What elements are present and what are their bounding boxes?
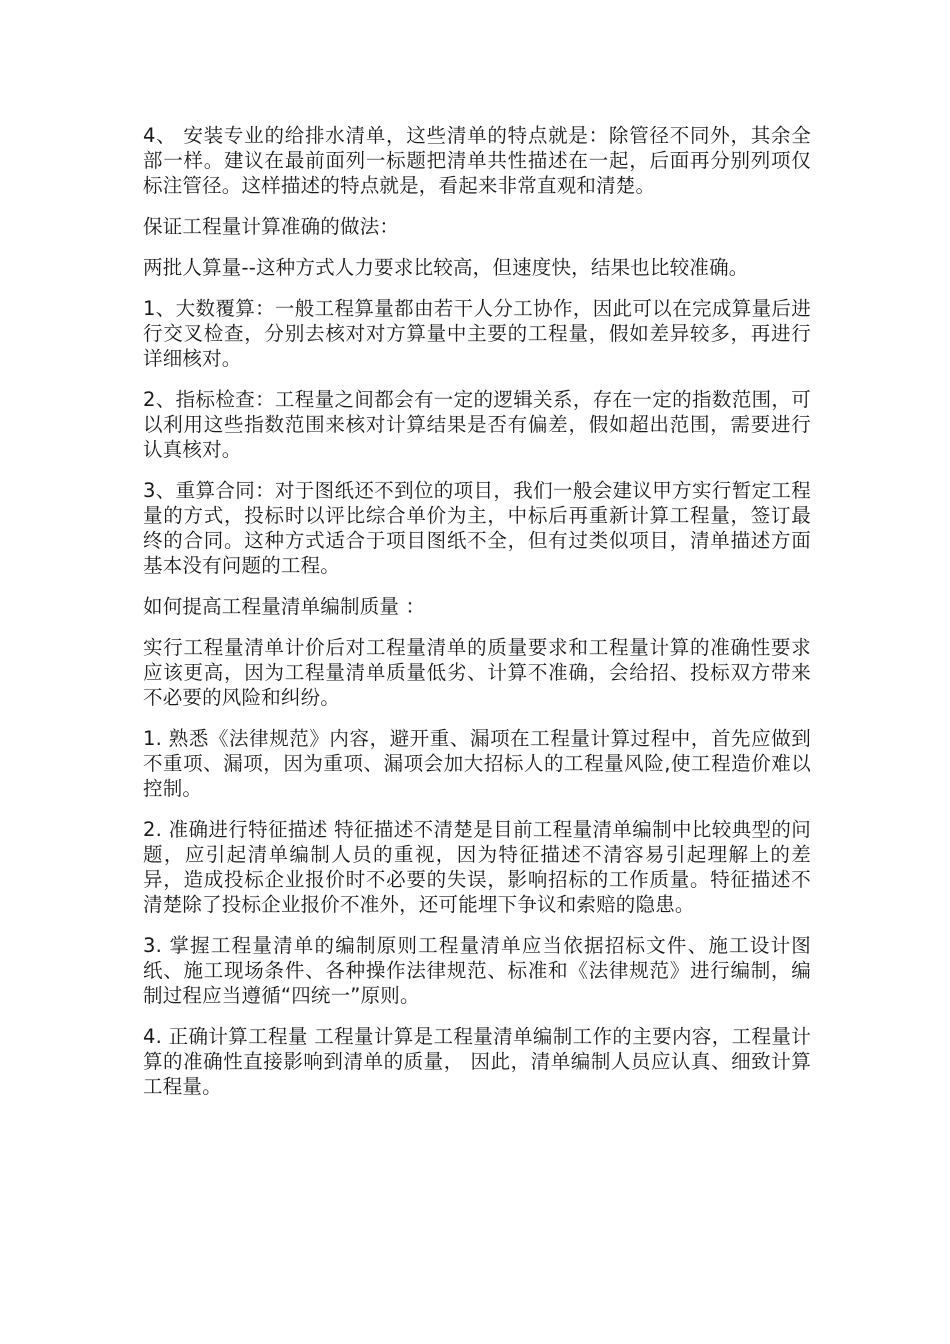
document-body (143, 123, 811, 1115)
paragraph-drainage-list: 4、 安装专业的给排水清单，这些清单的特点就是：除管径不同外，其余全部一样。建议在最前面列一标题把清单共性描述在一起，后面再分别列项仅标注管径。这样描述的特点就是，看起来非常直观和清楚。 (143, 124, 811, 197)
paragraph-item-2: 2. 准确进行特征描述 特征描述不清楚是目前工程量清单编制中比较典型的问题，应引起清单编制人员的重视，因为特征描述不清容易引起理解上的差异，造成投标企业报价时不必要的失误，影响招标的工作质量。特征描述不清楚除了投标企业报价不准外，还可能埋下争议和索赔的隐患。 (143, 818, 811, 916)
paragraph-two-teams: 两批人算量--这种方式人力要求比较高，但速度快，结果也比较准确。 (143, 256, 749, 279)
paragraph-cross-check: 1、大数覆算：一般工程算量都由若干人分工协作，因此可以在完成算量后进行交叉检查，分别去核对对方算量中主要的工程量，假如差异较多，再进行详细核对。 (143, 297, 811, 370)
heading-improve-quality: 如何提高工程量清单编制质量 ： (143, 595, 426, 618)
paragraph-item-3: 3. 掌握工程量清单的编制原则工程量清单应当依据招标文件、施工设计图纸、施工现场条件、各种操作法律规范、标准和《法律规范》进行编制，编制过程应当遵循“四统一”原则。 (143, 934, 811, 1007)
paragraph-quality-requirements: 实行工程量清单计价后对工程量清单的质量要求和工程量计算的准确性要求应该更高，因为工程量清单质量低劣、计算不准确，会给招、投标双方带来不必要的风险和纠纷。 (143, 636, 811, 709)
paragraph-item-1: 1. 熟悉《法律规范》内容，避开重、漏项在工程量计算过程中，首先应做到不重项、漏项，因为重项、漏项会加大招标人的工程量风险,使工程造价难以控制。 (143, 727, 811, 800)
paragraph-recalc-contract: 3、重算合同：对于图纸还不到位的项目，我们一般会建议甲方实行暂定工程量的方式，投标时以评比综合单价为主，中标后再重新计算工程量，签订最终的合同。这种方式适合于项目图纸不全，但有过类似项目，清单描述方面基本没有问题的工程。 (143, 479, 811, 577)
paragraph-item-4: 4. 正确计算工程量 工程量计算是工程量清单编制工作的主要内容，工程量计算的准确性直接影响到清单的质量， 因此，清单编制人员应认真、细致计算工程量。 (143, 1025, 811, 1098)
heading-accuracy-methods: 保证工程量计算准确的做法： (143, 215, 400, 238)
paragraph-index-check: 2、指标检查：工程量之间都会有一定的逻辑关系，存在一定的指数范围，可以利用这些指数范围来核对计算结果是否有偏差，假如超出范围，需要进行认真核对。 (143, 388, 811, 461)
